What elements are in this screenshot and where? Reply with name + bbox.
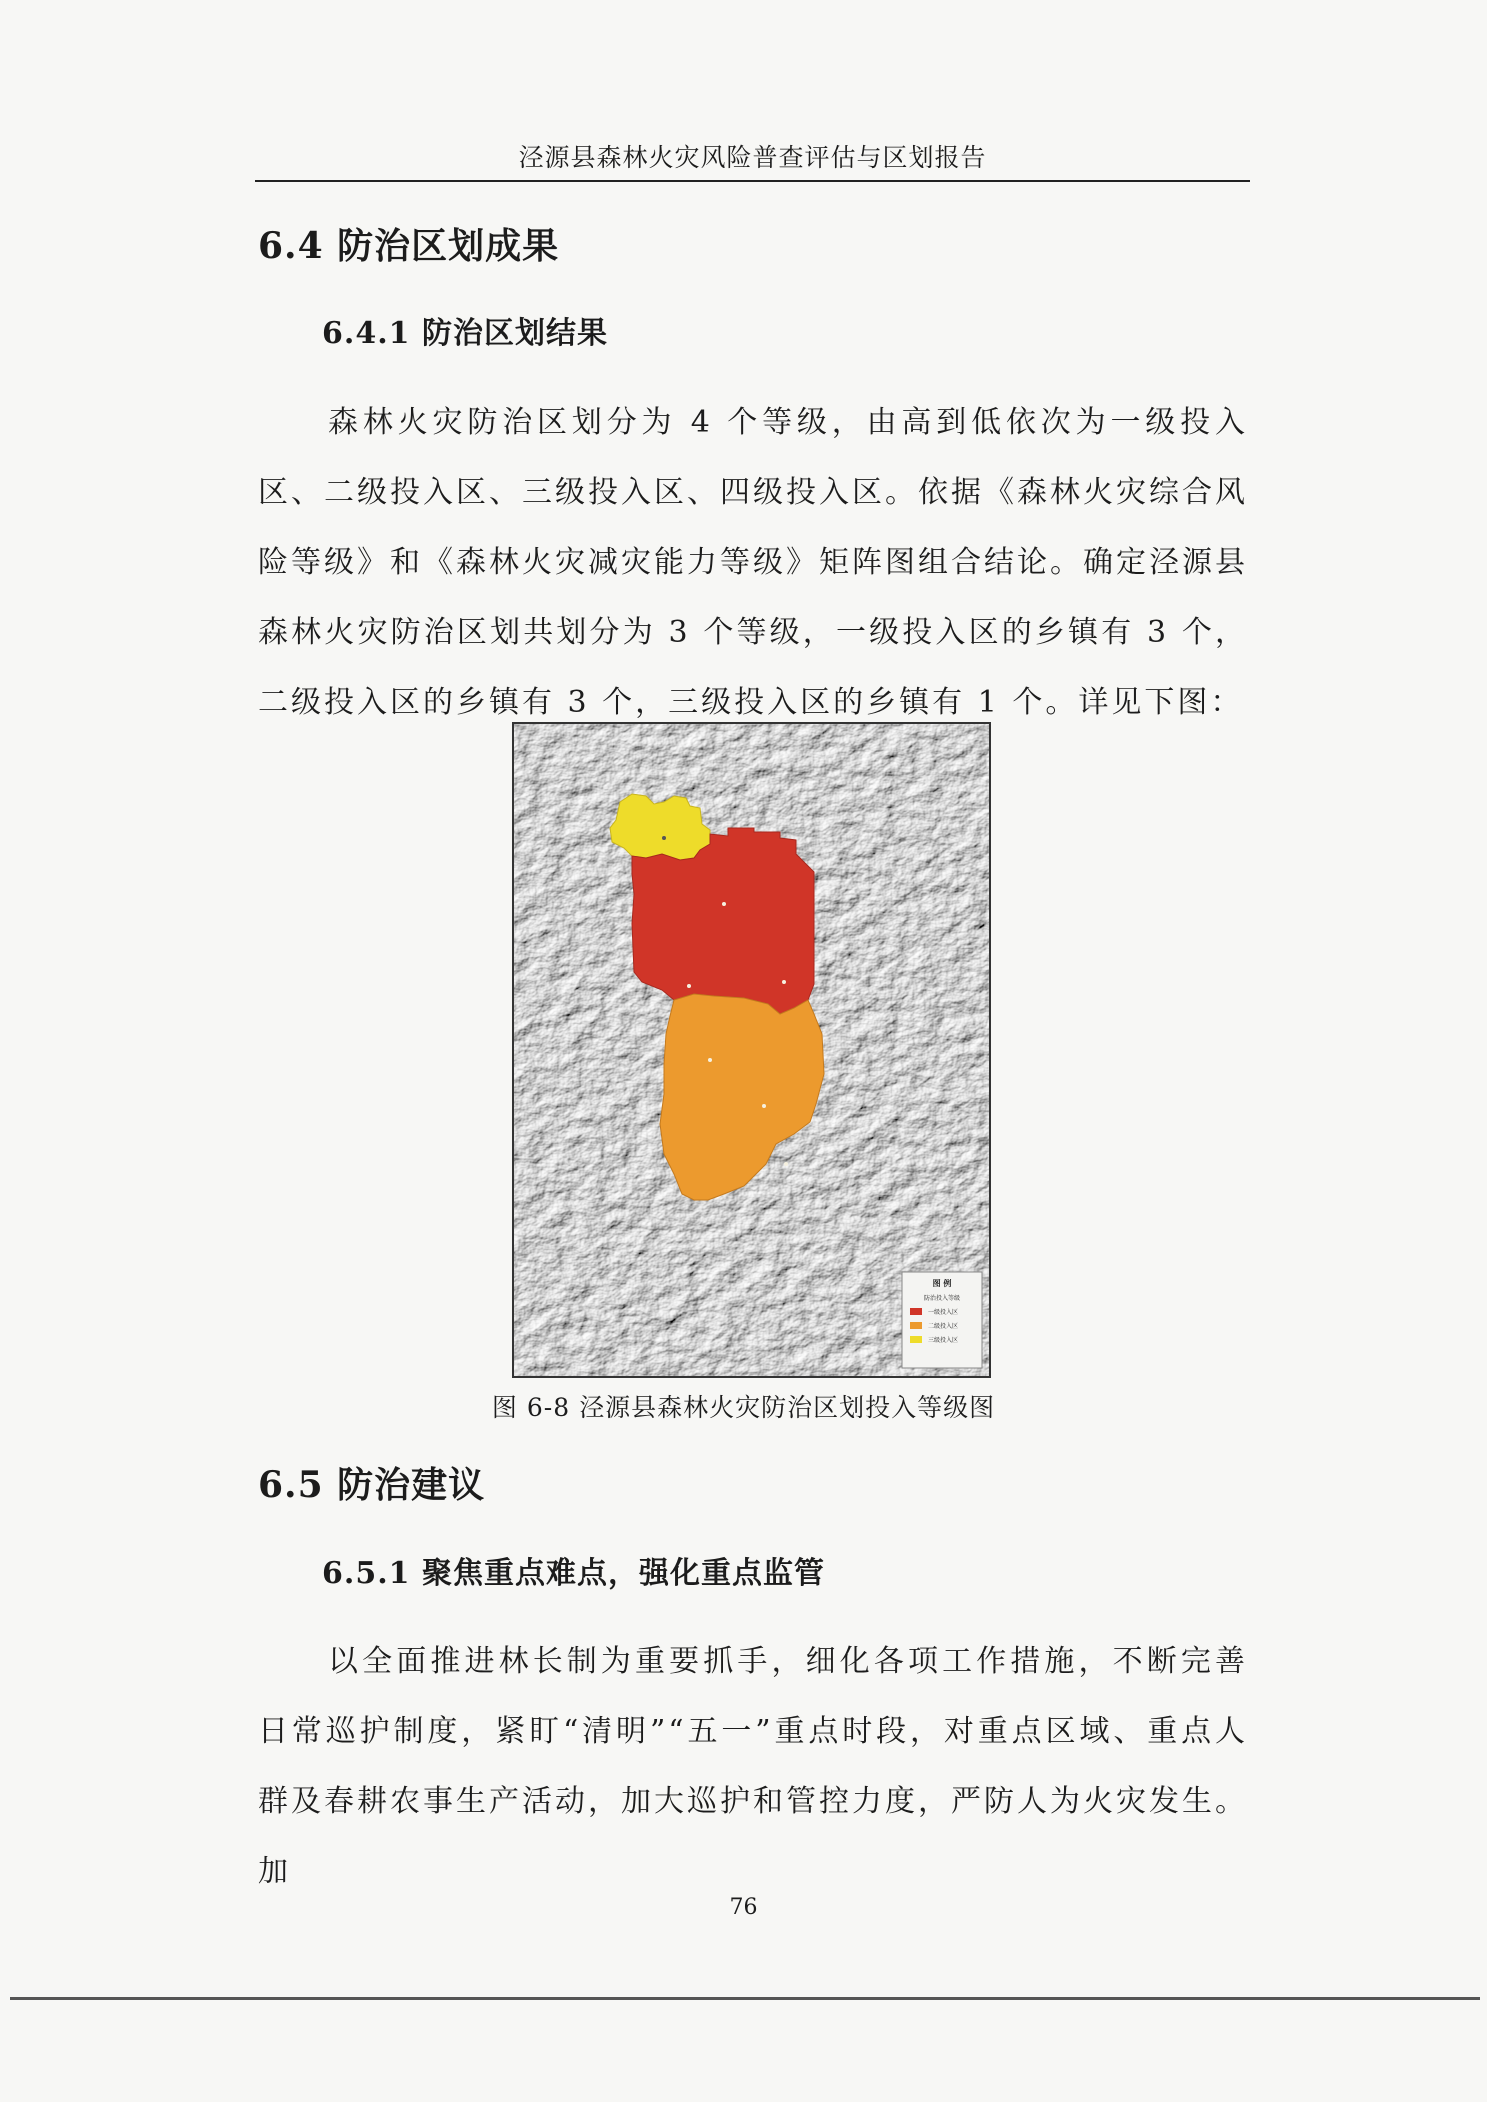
page-header: 泾源县森林火灾风险普查评估与区划报告 <box>518 143 987 172</box>
legend-swatch-level2 <box>910 1322 922 1329</box>
header-rule <box>255 180 1250 182</box>
zone-level1 <box>632 828 814 1014</box>
legend-label-level3: 三级投入区 <box>928 1337 959 1344</box>
figure-caption: 图 6-8 泾源县森林火灾防治区划投入等级图 <box>491 1393 996 1422</box>
zoning-map-figure <box>512 722 991 1378</box>
page-number: 76 <box>729 1895 758 1920</box>
legend-label-level2: 二级投入区 <box>928 1323 959 1330</box>
section-6-5-1-paragraph: 以全面推进林长制为重要抓手，细化各项工作措施，不断完善日常巡护制度，紧盯“清明”“五一”重点时段，对重点区域、重点人群及春耕农事生产活动，加大巡护和管控力度，严防人为火灾发生。加 <box>258 1644 1248 1889</box>
legend-subtitle: 防治投入等级 <box>923 1295 961 1302</box>
section-6-4-1-title: 6.4.1 防治区划结果 <box>322 316 608 351</box>
section-6-4-title: 6.4 防治区划成果 <box>258 225 560 267</box>
legend-swatch-level1 <box>910 1308 922 1315</box>
legend-swatch-level3 <box>910 1336 922 1343</box>
bottom-rule <box>10 1997 1480 2000</box>
legend-title: 图 例 <box>932 1278 952 1288</box>
legend-label-level1: 一级投入区 <box>928 1309 959 1316</box>
section-6-5-1-title: 6.5.1 聚焦重点难点，强化重点监管 <box>322 1556 825 1591</box>
section-6-4-1-paragraph: 森林火灾防治区划分为 4 个等级，由高到低依次为一级投入区、二级投入区、三级投入区、四级投入区。依据《森林火灾综合风险等级》和《森林火灾减灾能力等级》矩阵图组合结论。确定泾源县森林火灾防治区划共划分为 3 个等级，一级投入区的乡镇有 3 个，二级投入区的乡镇有 3 个，三级投入区的乡镇有 1 个。详见下图： <box>258 405 1248 720</box>
map-legend <box>902 1272 982 1368</box>
zoning-map <box>514 724 989 1376</box>
section-6-5-title: 6.5 防治建议 <box>258 1464 486 1506</box>
